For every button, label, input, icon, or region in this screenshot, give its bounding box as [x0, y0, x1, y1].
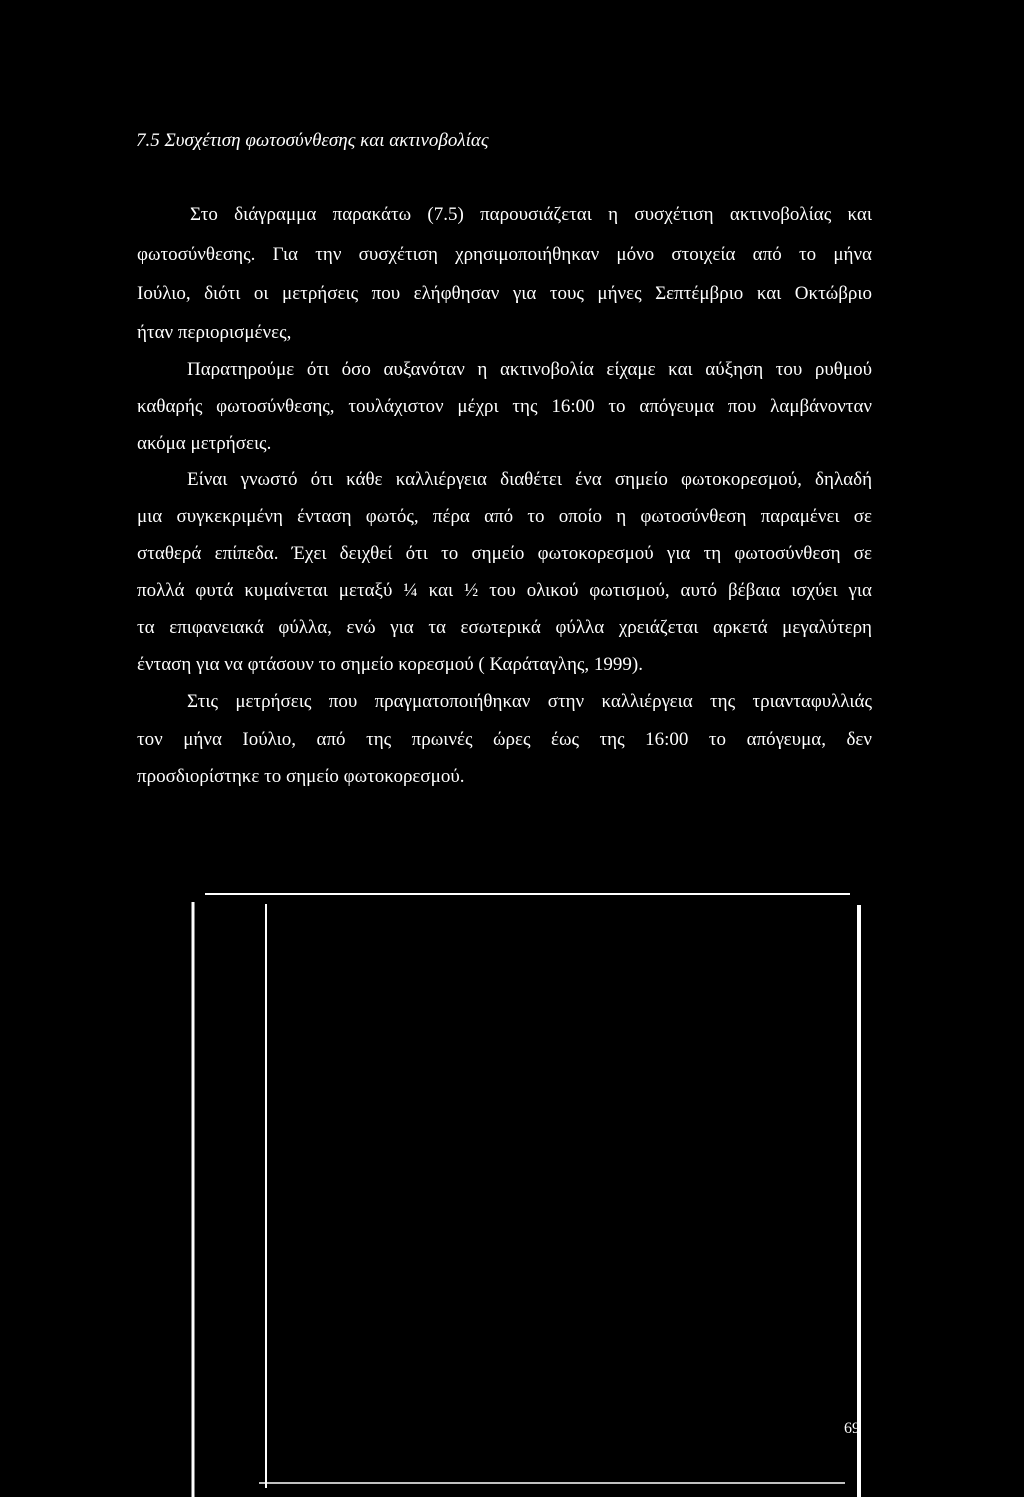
paragraph-3-line-2: μια συγκεκριμένη ένταση φωτός, πέρα από το οποίο η φωτοσύνθεση παραμένει σε — [137, 506, 872, 527]
paragraph-1-line-3: Ιούλιο, διότι οι μετρήσεις που ελήφθησαν για τους μήνες Σεπτέμβριο και Οκτώβριο — [137, 283, 872, 304]
paragraph-2-line-3: ακόμα μετρήσεις. — [137, 433, 272, 454]
paragraph-2-line-1: Παρατηρούμε ότι όσο αυξανόταν η ακτινοβολία είχαμε και αύξηση του ρυθμού — [187, 359, 872, 380]
paragraph-1-line-4: ήταν περιορισμένες, — [137, 322, 292, 343]
paragraph-1-line-1: Στο διάγραμμα παρακάτω (7.5) παρουσιάζεται η συσχέτιση ακτινοβολίας και — [190, 204, 872, 225]
paragraph-3-line-1: Είναι γνωστό ότι κάθε καλλιέργεια διαθέτει ένα σημείο φωτοκορεσμού, δηλαδή — [187, 469, 872, 490]
paragraph-1-line-2: φωτοσύνθεσης. Για την συσχέτιση χρησιμοποιήθηκαν μόνο στοιχεία από το μήνα — [137, 244, 872, 265]
section-heading: 7.5 Συσχέτιση φωτοσύνθεσης και ακτινοβολίας — [136, 130, 489, 151]
paragraph-4-line-3: προσδιορίστηκε το σημείο φωτοκορεσμού. — [137, 766, 465, 787]
paragraph-4-line-1: Στις μετρήσεις που πραγματοποιήθηκαν στην καλλιέργεια της τριανταφυλλιάς — [187, 691, 872, 712]
paragraph-3-line-4: πολλά φυτά κυμαίνεται μεταξύ ¼ και ½ του ολικού φωτισμού, αυτό βέβαια ισχύει για — [137, 580, 872, 601]
paragraph-3-line-3: σταθερά επίπεδα. Έχει δειχθεί ότι το σημείο φωτοκορεσμού για τη φωτοσύνθεση σε — [137, 543, 872, 564]
paragraph-3-line-5: τα επιφανειακά φύλλα, ενώ για τα εσωτερικά φύλλα χρειάζεται αρκετά μεγαλύτερη — [137, 617, 872, 638]
paragraph-3-line-6: ένταση για να φτάσουν το σημείο κορεσμού ( Καράταγλης, 1999). — [137, 654, 643, 675]
page-number: 69 — [844, 1420, 860, 1437]
paragraph-4-line-2: τον μήνα Ιούλιο, από της πρωινές ώρες έως της 16:00 το απόγευμα, δεν — [137, 729, 872, 750]
paragraph-2-line-2: καθαρής φωτοσύνθεσης, τουλάχιστον μέχρι της 16:00 το απόγευμα που λαμβάνονταν — [137, 396, 872, 417]
